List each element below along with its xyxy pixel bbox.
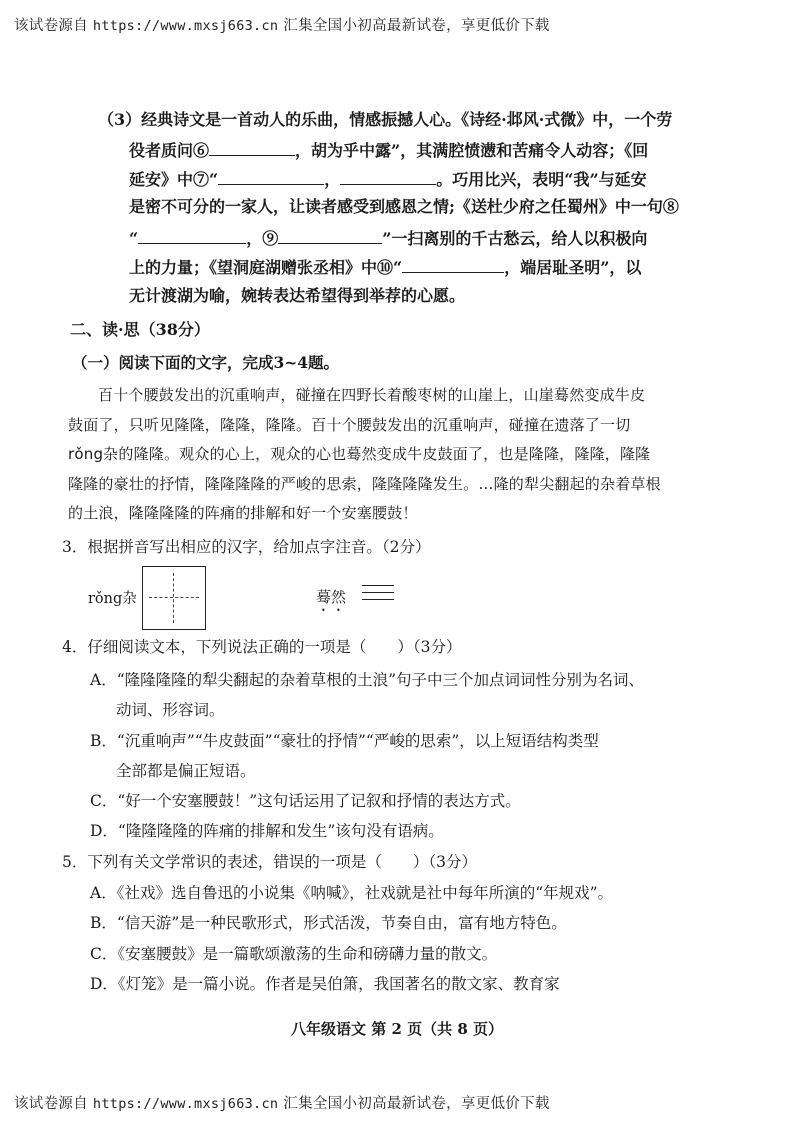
fill-line-1: （3）经典诗文是一首动人的乐曲，情感振撼人心。《诗经·邶风·式微》中，一个劳 [98, 110, 673, 129]
q4-option-c[interactable]: C．“好一个安塞腰鼓！”这句话运用了记叙和抒情的表达方式。 [90, 792, 521, 810]
fill-line-6: 上的力量；《望洞庭湖赠张丞相》中⑩“ ，端居耻圣明”，以 [129, 258, 642, 277]
answer-blank-9[interactable] [278, 229, 382, 244]
section-2-title: 二、读·思（38分） [70, 320, 210, 339]
q4-option-b-cont: 全部都是偏正短语。 [116, 762, 256, 780]
q4-option-b[interactable]: B．“沉重响声”“牛皮鼓面”“豪壮的抒情”“严峻的思索”，以上短语结构类型 [90, 732, 599, 750]
banner-suffix: 汇集全国小初高最新试卷，享更低价下载 [283, 18, 550, 34]
fill-line-5: “ ，⑨ ”一扫离别的千古愁云，给人以积极向 [129, 229, 648, 248]
q4-option-d[interactable]: D．“隆隆隆隆的阵痛的排解和发生”该句没有语病。 [90, 822, 444, 840]
banner-suffix: 汇集全国小初高最新试卷，享更低价下载 [283, 1096, 550, 1112]
banner-prefix: 该试卷源自 [14, 18, 88, 34]
pinyin-label: rǒng杂 [88, 591, 137, 607]
fill-line-3: 延安》中⑦“ ， 。巧用比兴，表明“我”与延安 [129, 170, 647, 189]
fill-line-7: 无计渡湖为喻，婉转表达希望得到举荐的心愿。 [129, 286, 466, 305]
banner-url[interactable]: https://www.mxsj663.cn [92, 18, 279, 34]
passage-line: 百十个腰鼓发出的沉重响声，碰撞在四野长着酸枣树的山崖上，山崖蓦然变成牛皮 [98, 386, 646, 404]
question-5-stem: 5．下列有关文学常识的表述，错误的一项是（ ）（3分） [62, 853, 477, 871]
source-banner-top [14, 14, 550, 35]
part-1-intro: （一）阅读下面的文字，完成3~4题。 [72, 353, 340, 372]
answer-blank-6[interactable] [209, 141, 295, 156]
q5-option-b[interactable]: B．“信天游”是一种民歌形式，形式活泼，节奏自由，富有地方特色。 [90, 914, 567, 932]
page-footer: 八年级语文 第 2 页（共 8 页） [291, 1020, 503, 1038]
question-3-stem: 3．根据拼音写出相应的汉字，给加点字注音。（2分） [62, 538, 431, 556]
pinyin-answer-lines[interactable] [362, 585, 394, 606]
q5-option-d[interactable]: D．《灯笼》是一篇小说。作者是吴伯箫，我国著名的散文家、教育家 [90, 975, 560, 993]
zhuyin-char-label: 蓦然 [316, 588, 347, 606]
answer-blank-7a[interactable] [218, 170, 324, 185]
passage-line: 隆隆的豪壮的抒情，隆隆隆隆的严峻的思索，隆隆隆隆发生。…隆的犁尖翻起的杂着草根 [68, 475, 661, 493]
answer-blank-10[interactable] [402, 258, 504, 273]
source-banner-bottom [14, 1092, 550, 1113]
answer-blank-8[interactable] [138, 229, 246, 244]
passage-line: rǒng杂的隆隆。观众的心上，观众的心也蓦然变成牛皮鼓面了，也是隆隆，隆隆，隆隆 [68, 445, 651, 463]
q4-option-a[interactable]: A．“隆隆隆隆的犁尖翻起的杂着草根的土浪”句子中三个加点词词性分别为名词、 [90, 671, 645, 689]
passage-line: 的土浪，隆隆隆隆的阵痛的排解和好一个安塞腰鼓！ [68, 504, 418, 522]
q5-option-c[interactable]: C．《安塞腰鼓》是一篇歌颂激荡的生命和磅礴力量的散文。 [90, 945, 498, 963]
character-writing-box[interactable] [142, 566, 206, 630]
banner-url[interactable]: https://www.mxsj663.cn [92, 1096, 279, 1112]
passage-line: 鼓面了，只听见隆隆，隆隆，隆隆。百十个腰鼓发出的沉重响声，碰撞在遗落了一切 [68, 416, 631, 434]
fill-line-4: 是密不可分的一家人，让读者感受到感恩之情;《送杜少府之任蜀州》中一句⑧ [129, 197, 679, 216]
q5-option-a[interactable]: A．《社戏》选自鲁迅的小说集《呐喊》，社戏就是社中每年所演的“年规戏”。 [90, 884, 614, 902]
question-4-stem: 4．仔细阅读文本，下列说法正确的一项是（ ）（3分） [62, 638, 462, 656]
answer-blank-7b[interactable] [340, 170, 436, 185]
fill-line-2: 役者质问⑥ ，胡为乎中露”，其满腔愤懑和苦痛令人动容；《回 [129, 141, 649, 160]
q4-option-a-cont: 动词、形容词。 [116, 701, 225, 719]
banner-prefix: 该试卷源自 [14, 1096, 88, 1112]
